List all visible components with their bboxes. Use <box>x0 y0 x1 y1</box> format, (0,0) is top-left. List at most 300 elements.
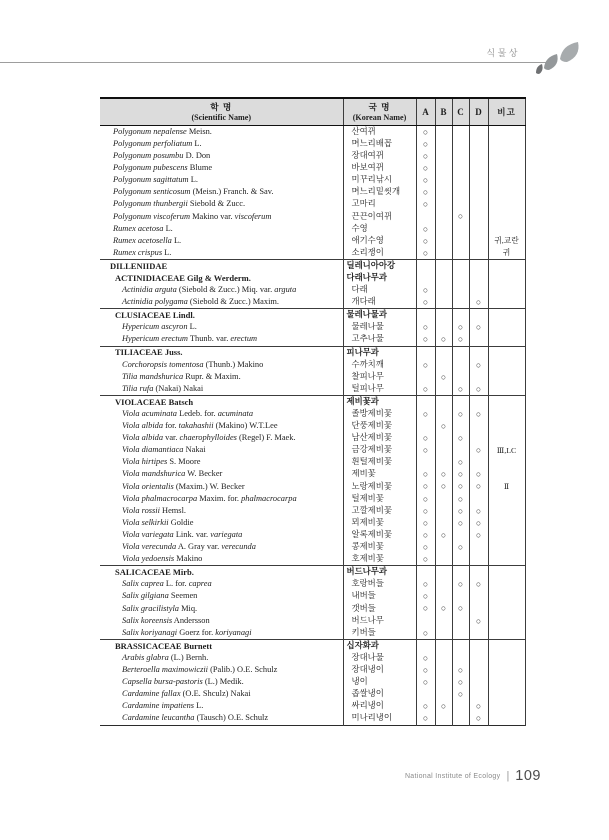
mark-cell-b: ○ <box>435 371 452 383</box>
species-row <box>100 615 525 627</box>
scientific-name: Cardamine leucantha (Tausch) O.E. Schulz <box>122 713 269 723</box>
mark-cell-d: ○ <box>469 615 488 627</box>
note-cell <box>488 615 525 627</box>
scientific-name: Rumex crispus L. <box>113 247 172 257</box>
note-cell <box>488 505 525 517</box>
family-row <box>100 566 525 579</box>
note-cell <box>488 493 525 505</box>
korean-name: 물레나물과 <box>343 309 416 322</box>
mark-cell-b: ○ <box>435 700 452 712</box>
mark-cell-a: ○ <box>416 603 435 615</box>
note-cell <box>488 199 525 211</box>
note-cell <box>488 541 525 553</box>
mark-cell-b <box>435 457 452 469</box>
mark-cell-c: ○ <box>452 481 469 493</box>
mark-cell-b <box>435 444 452 456</box>
scientific-name: Salix koreensis Andersson <box>122 615 210 625</box>
scientific-name: Polygonum pubescens Blume <box>113 163 213 173</box>
table-header-row <box>100 98 525 126</box>
scientific-name: Salix caprea L. for. caprea <box>122 579 212 589</box>
mark-cell-b <box>435 186 452 198</box>
korean-name: 끈끈이여뀌 <box>343 211 416 223</box>
mark-cell-d <box>469 174 488 186</box>
species-row <box>100 150 525 162</box>
mark-cell-b: ○ <box>435 334 452 347</box>
mark-cell-b <box>435 247 452 260</box>
species-row <box>100 713 525 726</box>
species-row <box>100 432 525 444</box>
mark-cell-b <box>435 346 452 359</box>
note-cell <box>488 713 525 726</box>
mark-cell-c: ○ <box>452 505 469 517</box>
mark-cell-a: ○ <box>416 664 435 676</box>
mark-cell-b <box>435 553 452 566</box>
scientific-name: BRASSICACEAE Burnett <box>100 639 343 652</box>
mark-cell-a: ○ <box>416 150 435 162</box>
mark-cell-c <box>452 162 469 174</box>
mark-cell-b <box>435 493 452 505</box>
scientific-name: ACTINIDIACEAE Gilg & Werderm. <box>115 272 251 283</box>
korean-name: 털제비꽃 <box>343 493 416 505</box>
mark-cell-c <box>452 591 469 603</box>
scientific-name: Viola selkirkii Goldie <box>122 517 194 527</box>
mark-cell-b <box>435 383 452 396</box>
mark-cell-a: ○ <box>416 481 435 493</box>
korean-name: 장대나물 <box>343 652 416 664</box>
note-cell <box>488 322 525 334</box>
scientific-name: Viola mandshurica W. Becker <box>122 469 223 479</box>
mark-cell-b: ○ <box>435 469 452 481</box>
korean-name: 알록제비꽃 <box>343 529 416 541</box>
mark-cell-a: ○ <box>416 223 435 235</box>
family-row <box>100 346 525 359</box>
mark-cell-c <box>452 296 469 309</box>
mark-cell-c: ○ <box>452 517 469 529</box>
family-row <box>100 639 525 652</box>
mark-cell-b <box>435 396 452 409</box>
mark-cell-d: ○ <box>469 700 488 712</box>
mark-cell-a <box>416 457 435 469</box>
footer-organization: National Institute of Ecology <box>404 772 501 780</box>
mark-cell-c <box>452 126 469 139</box>
mark-cell-d: ○ <box>469 408 488 420</box>
note-cell <box>488 469 525 481</box>
mark-cell-c <box>452 700 469 712</box>
note-cell <box>488 652 525 664</box>
mark-cell-a: ○ <box>416 162 435 174</box>
mark-cell-c <box>452 444 469 456</box>
species-row <box>100 383 525 396</box>
scientific-name: Capsella bursa-pastoris (L.) Medik. <box>122 677 244 687</box>
korean-name: 고추나물 <box>343 334 416 347</box>
scientific-name: Rumex acetosa L. <box>113 223 173 233</box>
korean-name: 뫼제비꽃 <box>343 517 416 529</box>
note-cell <box>488 676 525 688</box>
mark-cell-a: ○ <box>416 432 435 444</box>
mark-cell-d: ○ <box>469 578 488 590</box>
mark-cell-b <box>435 627 452 640</box>
korean-name: 콩제비꽃 <box>343 541 416 553</box>
korean-name: 수까치깨 <box>343 359 416 371</box>
korean-name: 버드나무과 <box>343 566 416 579</box>
mark-cell-a <box>416 420 435 432</box>
korean-name: 냉이 <box>343 676 416 688</box>
note-cell <box>488 346 525 359</box>
note-cell <box>488 150 525 162</box>
mark-cell-b <box>435 517 452 529</box>
mark-cell-d <box>469 247 488 260</box>
scientific-name: Rumex acetosella L. <box>113 235 182 245</box>
species-row <box>100 420 525 432</box>
korean-name: 며느리배꼽 <box>343 138 416 150</box>
mark-cell-a: ○ <box>416 627 435 640</box>
mark-cell-c <box>452 420 469 432</box>
mark-cell-d <box>469 260 488 273</box>
mark-cell-b <box>435 322 452 334</box>
species-row <box>100 700 525 712</box>
mark-cell-a: ○ <box>416 541 435 553</box>
note-cell <box>488 603 525 615</box>
species-row <box>100 664 525 676</box>
scientific-name: Salix gracilistyla Miq. <box>122 603 198 613</box>
header-divider <box>0 62 546 63</box>
mark-cell-d <box>469 211 488 223</box>
mark-cell-d <box>469 199 488 211</box>
mark-cell-a: ○ <box>416 578 435 590</box>
mark-cell-a: ○ <box>416 174 435 186</box>
scientific-name: Salix koriyanagi Goerz for. koriyanagi <box>122 627 252 637</box>
mark-cell-c <box>452 396 469 409</box>
note-cell <box>488 639 525 652</box>
scientific-name: Corchoropsis tomentosa (Thunb.) Makino <box>122 359 264 369</box>
note-cell <box>488 383 525 396</box>
mark-cell-d <box>469 309 488 322</box>
family-row <box>100 272 525 284</box>
scientific-name: Viola verecunda A. Gray var. verecunda <box>122 542 256 552</box>
scientific-name: Arabis glabra (L.) Bernh. <box>122 652 209 662</box>
scientific-name: Actinidia arguta (Siebold & Zucc.) Miq. var. arguta <box>122 285 297 295</box>
korean-name: 갯버들 <box>343 603 416 615</box>
mark-cell-a: ○ <box>416 284 435 296</box>
mark-cell-d <box>469 688 488 700</box>
family-row <box>100 396 525 409</box>
mark-cell-b <box>435 235 452 247</box>
mark-cell-c <box>452 235 469 247</box>
note-cell <box>488 517 525 529</box>
mark-cell-b <box>435 223 452 235</box>
scientific-name: Viola rossii Hemsl. <box>122 505 186 515</box>
korean-name: 며느리밑씻개 <box>343 186 416 198</box>
note-cell <box>488 408 525 420</box>
mark-cell-c <box>452 309 469 322</box>
species-row <box>100 199 525 211</box>
species-row <box>100 235 525 247</box>
mark-cell-b <box>435 432 452 444</box>
mark-cell-c: ○ <box>452 334 469 347</box>
col-header-scientific-name: 학 명 (Scientific Name) <box>100 98 343 126</box>
note-cell <box>488 553 525 566</box>
mark-cell-d <box>469 493 488 505</box>
mark-cell-d <box>469 272 488 284</box>
korean-name: 장대냉이 <box>343 664 416 676</box>
page-footer <box>405 768 541 784</box>
scientific-name: Viola phalmacrocarpa Maxim. for. phalmacrocarpa <box>122 493 297 503</box>
mark-cell-a <box>416 309 435 322</box>
mark-cell-c: ○ <box>452 211 469 223</box>
species-row <box>100 174 525 186</box>
mark-cell-b <box>435 408 452 420</box>
korean-name: 찰피나무 <box>343 371 416 383</box>
col-header-note: 비고 <box>488 98 525 126</box>
mark-cell-d <box>469 346 488 359</box>
mark-cell-c <box>452 566 469 579</box>
mark-cell-a <box>416 688 435 700</box>
mark-cell-b <box>435 150 452 162</box>
mark-cell-a: ○ <box>416 247 435 260</box>
col-header-c: C <box>452 98 469 126</box>
mark-cell-d <box>469 566 488 579</box>
flora-table <box>100 97 526 726</box>
mark-cell-a: ○ <box>416 652 435 664</box>
scientific-name: Salix gilgiana Seemen <box>122 591 198 601</box>
korean-name: 고깔제비꽃 <box>343 505 416 517</box>
korean-name: 소리쟁이 <box>343 247 416 260</box>
mark-cell-b <box>435 578 452 590</box>
note-cell <box>488 359 525 371</box>
species-row <box>100 676 525 688</box>
species-row <box>100 505 525 517</box>
note-cell <box>488 566 525 579</box>
mark-cell-c <box>452 247 469 260</box>
korean-name: 버드나무 <box>343 615 416 627</box>
korean-name: 남산제비꽃 <box>343 432 416 444</box>
mark-cell-a <box>416 566 435 579</box>
subclass-row <box>100 260 525 273</box>
note-cell: Ⅱ <box>488 481 525 493</box>
species-row <box>100 408 525 420</box>
species-row <box>100 211 525 223</box>
mark-cell-c <box>452 260 469 273</box>
scientific-name: Actinidia polygama (Siebold & Zucc.) Maxim. <box>122 297 280 307</box>
note-cell <box>488 162 525 174</box>
note-cell <box>488 420 525 432</box>
mark-cell-d <box>469 420 488 432</box>
mark-cell-d <box>469 591 488 603</box>
mark-cell-c <box>452 713 469 726</box>
mark-cell-b: ○ <box>435 529 452 541</box>
note-cell <box>488 126 525 139</box>
korean-name: 털피나무 <box>343 383 416 396</box>
note-cell <box>488 627 525 640</box>
mark-cell-d <box>469 432 488 444</box>
note-cell <box>488 432 525 444</box>
species-row <box>100 126 525 139</box>
mark-cell-d <box>469 186 488 198</box>
mark-cell-c: ○ <box>452 541 469 553</box>
mark-cell-b: ○ <box>435 420 452 432</box>
scientific-name: CLUSIACEAE Lindl. <box>100 309 343 322</box>
mark-cell-c <box>452 639 469 652</box>
mark-cell-d <box>469 334 488 347</box>
species-row <box>100 603 525 615</box>
mark-cell-c <box>452 652 469 664</box>
scientific-name: SALICACEAE Mirb. <box>100 566 343 579</box>
mark-cell-c: ○ <box>452 676 469 688</box>
mark-cell-d: ○ <box>469 322 488 334</box>
mark-cell-b <box>435 591 452 603</box>
note-cell: 귀,교란 <box>488 235 525 247</box>
scientific-name: Viola orientalis (Maxim.) W. Becker <box>122 481 245 491</box>
korean-name: 금강제비꽃 <box>343 444 416 456</box>
mark-cell-b <box>435 713 452 726</box>
korean-name: 장대여뀌 <box>343 150 416 162</box>
mark-cell-a: ○ <box>416 296 435 309</box>
mark-cell-d <box>469 457 488 469</box>
mark-cell-b <box>435 688 452 700</box>
note-cell: 귀 <box>488 247 525 260</box>
scientific-name: Viola acuminata Ledeb. for. acuminata <box>122 409 254 418</box>
mark-cell-a: ○ <box>416 334 435 347</box>
note-cell <box>488 334 525 347</box>
mark-cell-a: ○ <box>416 591 435 603</box>
mark-cell-d <box>469 553 488 566</box>
col-header-b: B <box>435 98 452 126</box>
mark-cell-c <box>452 199 469 211</box>
scientific-name: Polygonum perfoliatum L. <box>113 138 202 148</box>
mark-cell-b <box>435 126 452 139</box>
mark-cell-c: ○ <box>452 408 469 420</box>
korean-name: 산여뀌 <box>343 126 416 139</box>
mark-cell-c <box>452 272 469 284</box>
mark-cell-a: ○ <box>416 199 435 211</box>
mark-cell-d <box>469 223 488 235</box>
mark-cell-c <box>452 553 469 566</box>
mark-cell-d <box>469 284 488 296</box>
korean-name: 흰털제비꽃 <box>343 457 416 469</box>
korean-name: 딜레니아아강 <box>343 260 416 273</box>
scientific-name: Polygonum nepalense Meisn. <box>113 126 212 136</box>
korean-name: 좁쌀냉이 <box>343 688 416 700</box>
mark-cell-c <box>452 223 469 235</box>
mark-cell-b <box>435 309 452 322</box>
mark-cell-a: ○ <box>416 444 435 456</box>
scientific-name: Polygonum sagittatum L. <box>113 175 198 185</box>
species-row <box>100 247 525 260</box>
mark-cell-c <box>452 371 469 383</box>
mark-cell-d <box>469 627 488 640</box>
note-cell <box>488 260 525 273</box>
mark-cell-d: ○ <box>469 359 488 371</box>
family-row <box>100 309 525 322</box>
note-cell <box>488 396 525 409</box>
scientific-name: Viola albida for. takahashii (Makino) W.T.Lee <box>122 421 278 431</box>
scientific-name: Viola yedoensis Makino <box>122 554 203 564</box>
mark-cell-c <box>452 150 469 162</box>
note-cell <box>488 371 525 383</box>
mark-cell-d <box>469 639 488 652</box>
mark-cell-d <box>469 235 488 247</box>
scientific-name: Cardamine impatiens L. <box>122 701 204 711</box>
scientific-name: Polygonum thunbergii Siebold & Zucc. <box>113 199 246 209</box>
note-cell <box>488 529 525 541</box>
page-number: 109 <box>515 768 541 784</box>
mark-cell-b <box>435 296 452 309</box>
scientific-name: Hypericum erectum Thunb. var. erectum <box>122 334 258 344</box>
korean-name: 졸방제비꽃 <box>343 408 416 420</box>
mark-cell-b <box>435 174 452 186</box>
korean-name: 제비꽃 <box>343 469 416 481</box>
mark-cell-b <box>435 272 452 284</box>
mark-cell-b <box>435 260 452 273</box>
mark-cell-a: ○ <box>416 713 435 726</box>
mark-cell-c <box>452 359 469 371</box>
mark-cell-a: ○ <box>416 126 435 139</box>
species-row <box>100 553 525 566</box>
mark-cell-a: ○ <box>416 186 435 198</box>
mark-cell-a <box>416 260 435 273</box>
species-row <box>100 529 525 541</box>
mark-cell-a: ○ <box>416 469 435 481</box>
note-cell <box>488 309 525 322</box>
mark-cell-b <box>435 199 452 211</box>
note-cell <box>488 174 525 186</box>
korean-name: 개다래 <box>343 296 416 309</box>
species-row <box>100 493 525 505</box>
species-row <box>100 457 525 469</box>
scientific-name: Hypericum ascyron L. <box>122 322 197 332</box>
mark-cell-a: ○ <box>416 235 435 247</box>
note-cell: Ⅲ,LC <box>488 444 525 456</box>
species-row <box>100 322 525 334</box>
note-cell <box>488 211 525 223</box>
korean-name: 바보여뀌 <box>343 162 416 174</box>
mark-cell-c: ○ <box>452 383 469 396</box>
mark-cell-c: ○ <box>452 469 469 481</box>
mark-cell-a: ○ <box>416 505 435 517</box>
note-cell <box>488 700 525 712</box>
korean-name: 키버들 <box>343 627 416 640</box>
mark-cell-d: ○ <box>469 481 488 493</box>
note-cell <box>488 688 525 700</box>
mark-cell-d: ○ <box>469 529 488 541</box>
leaf-decoration-icon <box>530 40 588 80</box>
mark-cell-c <box>452 186 469 198</box>
mark-cell-c: ○ <box>452 578 469 590</box>
scientific-name: Tilia rufa (Nakai) Nakai <box>122 383 204 393</box>
scientific-name: TILIACEAE Juss. <box>100 346 343 359</box>
korean-name: 물레나물 <box>343 322 416 334</box>
mark-cell-c: ○ <box>452 493 469 505</box>
scientific-name: Polygonum viscoferum Makino var. viscoferum <box>113 211 272 221</box>
korean-name: 수영 <box>343 223 416 235</box>
mark-cell-a <box>416 346 435 359</box>
species-row <box>100 517 525 529</box>
mark-cell-c: ○ <box>452 432 469 444</box>
mark-cell-b <box>435 652 452 664</box>
korean-name: 싸리냉이 <box>343 700 416 712</box>
mark-cell-a <box>416 371 435 383</box>
korean-name: 호제비꽃 <box>343 553 416 566</box>
mark-cell-c <box>452 529 469 541</box>
mark-cell-b <box>435 639 452 652</box>
mark-cell-d <box>469 676 488 688</box>
mark-cell-a <box>416 272 435 284</box>
mark-cell-d: ○ <box>469 296 488 309</box>
mark-cell-a <box>416 615 435 627</box>
mark-cell-a: ○ <box>416 493 435 505</box>
scientific-name: DILLENIIDAE <box>100 260 343 273</box>
mark-cell-d: ○ <box>469 469 488 481</box>
